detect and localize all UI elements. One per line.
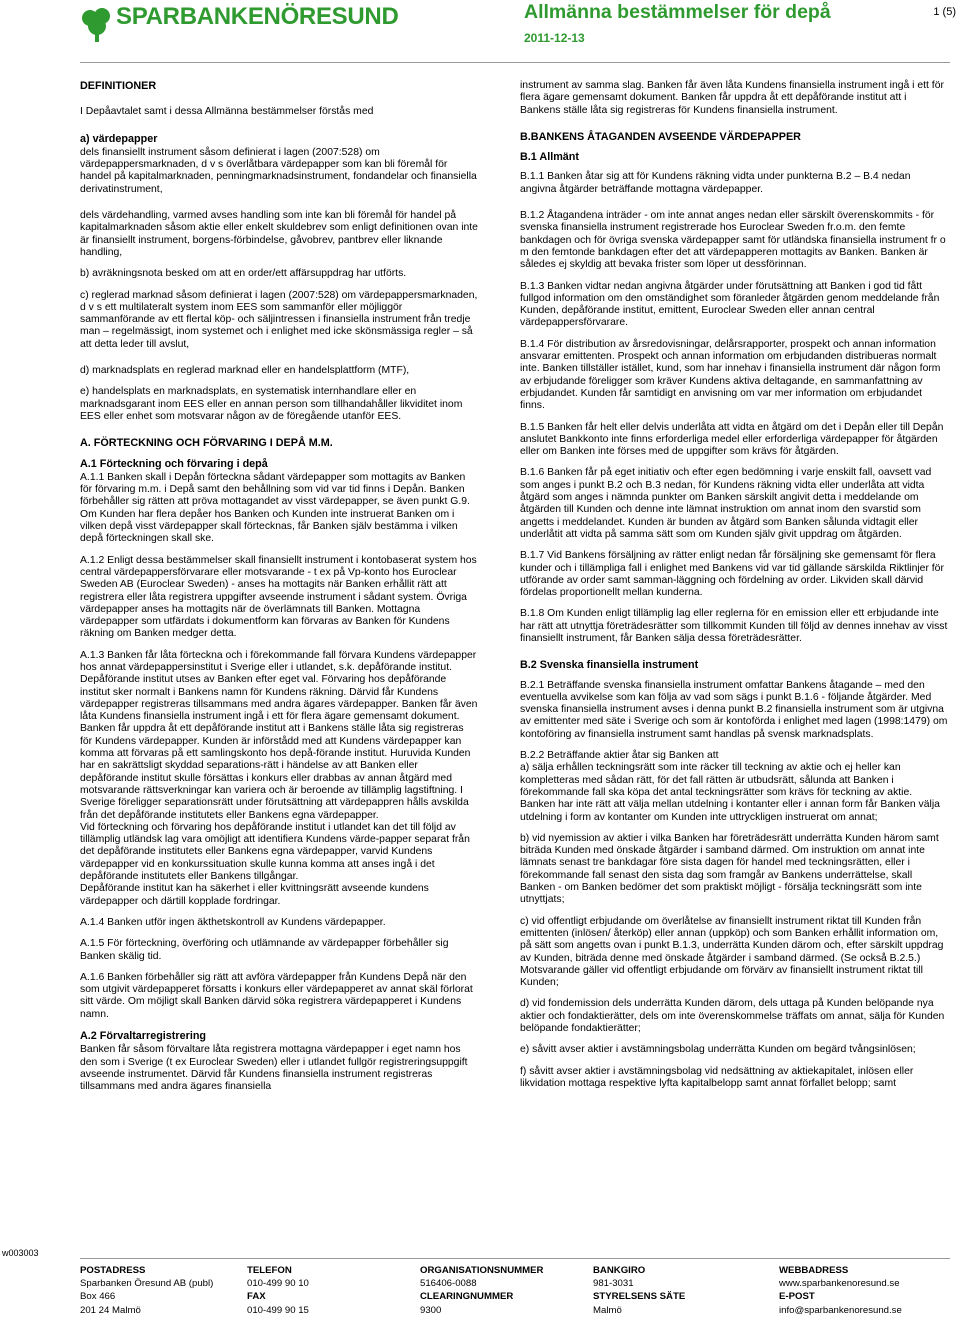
footer-value: 201 24 Malmö — [80, 1304, 141, 1316]
logo-wordmark: SPARBANKENÖRESUND — [116, 3, 399, 30]
footer-label: ORGANISATIONSNUMMER — [420, 1265, 544, 1276]
clause-paragraph: B.1.4 För distribution av årsredovisningar, delårsrapporter, prospekt och annan information ansvarar emittenten. Prospekt och annan information om erbjudanden distribueras normalt inte. Banken tillställer istället, kund, som har innehav i finansiella instrument där någon form av erbjudande föreligger som kräver Kundens aktiva deltagande, en sammanfattning av erbjudandet. Kunden får samtidigt en anvisning om var mer information om erbjudandet finns. — [520, 338, 941, 412]
clause-paragraph: A.1.5 För förteckning, överföring och utlämnande av värdepapper förbehåller sig Banken skälig tid. — [80, 938, 449, 962]
footer-bankgiro — [593, 1264, 685, 1317]
section-heading-definitioner: DEFINITIONER — [80, 80, 157, 92]
clause-paragraph: B.1.3 Banken vidtar nedan angivna åtgärder under förutsättning att Banken i god tid fått fullgod information om den omständighet som föranleder åtgärden genom meddelande från Kunden, depåförande institut, emittent, Euroclear Sweden eller annan central värdepappersförvarare. — [520, 280, 940, 329]
footer-value: 981-3031 — [593, 1278, 634, 1290]
subsection-heading: B.2 Svenska finansiella instrument — [520, 659, 699, 672]
footer-value: 010-499 90 10 — [247, 1278, 309, 1290]
right-column — [520, 80, 948, 1099]
header-divider — [80, 62, 950, 63]
clause-paragraph: A.1.4 Banken utför ingen äkthetskontroll av Kundens värdepapper. — [80, 916, 386, 928]
footer — [80, 1264, 950, 1318]
subsection-heading: B.1 Allmänt — [520, 151, 579, 164]
clause-paragraph: b) vid nyemission av aktier i vilka Banken har företrädesrätt underrätta Kunden härom samt biträda Kunden med önskade åtgärder i samband därmed. Om instruktion om annat inte lämnats senast tre bankdagar före sista dagen för handel med teckningsrätten, eller i förekommande fall senast den sista dag som framgår av Bankens underrättelse, skall Banken - om Banken bedömer det som praktiskt möjligt - försälja teckningsrätt som inte utnyttjats; — [520, 832, 939, 906]
footer-value: 010-499 90 15 — [247, 1304, 309, 1316]
clause-paragraph: f) såvitt avser aktier i avstämningsbolag vid nedsättning av aktiekapitalet, inlösen eller likvidation mottaga respektive lyfta kapitalbelopp samt annat förfallet belopp; samt — [520, 1065, 914, 1089]
clause-paragraph: B.1.1 Banken åtar sig att för Kundens räkning vidta under punkterna B.2 – B.4 nedan angivna åtgärder beträffande mottagna värdepapper. — [520, 171, 911, 195]
clause-paragraph: B.1.6 Banken får på eget initiativ och efter egen bedömning i varje enskilt fall, oavsett vad som anges i punkt B.2 och B.3 nedan, för Kundens räkning vidta eller underlåta att vidta åtgärd som anges i nämnda punkter om Banken särskilt angivit detta i meddelande om åtgärden till Kunden och denne inte lämnat instruktion om annat inom den svarstid som angetts i meddelandet. Kunden är bunden av åtgärd som Banken sålunda vidtagit eller underlåtit att vidta på samma sätt som om Kunden själv givit uppdrag om åtgärden. — [520, 467, 932, 540]
tree-logo-icon — [80, 6, 114, 44]
section-heading-a: A. FÖRTECKNING OCH FÖRVARING I DEPÅ M.M. — [80, 437, 333, 450]
definition-paragraph: dels värdehandling, varmed avses handling som inte kan bli föremål för handel på kapitalmarknaden såsom aktie eller enkelt skuldebrev som enligt definitionen ovan inte är finansiellt instrument, borgens-förbindelse, gåvobrev, pantbrev eller liknande handling, — [80, 210, 478, 258]
footer-telefon — [247, 1264, 309, 1317]
clause-paragraph: A.1.6 Banken förbehåller sig rätt att avföra värdepapper från Kundens Depå när den som utgivit värdepapperet försatts i konkurs eller värdepapperet av annat skäl förlorat sitt värde. Om möjligt skall Banken därvid söka registrera värdepapperet i Kundens namn. — [80, 971, 473, 1020]
left-column — [80, 80, 478, 1102]
definition-paragraph: d) marknadsplats en reglerad marknad eller en handelsplattform (MTF), — [80, 365, 410, 377]
document-date: 2011-12-13 — [524, 31, 585, 45]
section-heading-b: B.BANKENS ÅTAGANDEN AVSEENDE VÄRDEPAPPER — [520, 130, 801, 143]
subsection-heading: A.1 Förteckning och förvaring i depå — [80, 457, 268, 470]
clause-paragraph: Banken får såsom förvaltare låta registrera mottagna värdepapper i eget namn hos den som i Sverige (t ex Euroclear Sweden) eller i utlandet fullgör registreringsuppgift avseende instrumentet. Därvid får Kundens finansiella instrument registreras tillsammans med andra ägares finansiella — [80, 1044, 468, 1093]
footer-label: BANKGIRO — [593, 1265, 646, 1276]
document-code: w003003 — [2, 1248, 39, 1258]
footer-organisation — [420, 1264, 543, 1317]
clause-paragraph: B.1.5 Banken får helt eller delvis underlåta att vidta en åtgärd om det i Depån eller till Depån anslutet Bankkonto inte finns erforderliga medel eller erforderliga värdepapper för åtgärden eller om Banken inte förses med de uppgifter som krävs för åtgärden. — [520, 421, 944, 458]
footer-label: STYRELSENS SÄTE — [593, 1291, 686, 1303]
definition-paragraph: c) reglerad marknad såsom definierat i lagen (2007:528) om värdepappersmarknaden, d v s ett multilateralt system inom EES som sammanför eller möjliggör sammanförande av ett flertal köp- och säljintressen i finansiella instrument från tredje man – regelmässigt, inom systemet och i enlighet med icke skönsmässiga regler – så att detta leder till avslut, — [80, 289, 478, 350]
document-title: Allmänna bestämmelser för depå — [524, 1, 831, 23]
footer-postadress — [80, 1264, 213, 1317]
footer-label: FAX — [247, 1291, 266, 1303]
footer-label: CLEARINGNUMMER — [420, 1291, 514, 1303]
footer-label: POSTADRESS — [80, 1265, 146, 1276]
clause-paragraph: e) såvitt avser aktier i avstämningsbolag underrätta Kunden om begärd tvångsinlösen; — [520, 1044, 916, 1056]
clause-paragraph: B.2.2 Beträffande aktier åtar sig Banken att a) sälja erhållen teckningsrätt som inte räcker till teckning av aktie och ej heller kan kompletteras med sådan rätt, för det fall rätten är utbudsrätt, sålunda att Banken i förekommande fall ska köpa det antal teckningsrätter som krävs för teckning av aktie. Banken har inte rätt att välja mellan utdelning i kontanter eller i annan form får Banken välja utdelning i form av kontanter om Kunden inte uttryckligen instruerat om annat; — [520, 750, 940, 823]
clause-paragraph: B.2.1 Beträffande svenska finansiella instrument omfattar Bankens åtagande – med den eventuella avvikelse som kan följa av vad som sägs i punkt B.1.6 - följande åtgärder. Med svenska finansiella instrument avses i denna punkt B.2 finansiella instrument som är utgivna av emittenter med säte i Sverige och som är kontoförda i enlighet med lagen (1998:1479) om kontoföring av finansiella instrument samt handlas på svensk marknadsplats. — [520, 679, 948, 740]
footer-label: TELEFON — [247, 1265, 292, 1276]
clause-paragraph: B.1.7 Vid Bankens försäljning av rätter enligt nedan får försäljning ske gemensamt för flera kunder och i tillämpliga fall i enlighet med Bankens vid var tid gällande särskilda Riktlinjer för utförande av order samt samman-läggning och fördelning av order. Likviden skall därvid fördelas proportionellt mellan kunderna. — [520, 550, 944, 599]
definition-heading: a) värdepapper — [80, 132, 158, 145]
footer-label: WEBBADRESS — [779, 1265, 849, 1276]
footer-value: 9300 — [420, 1304, 442, 1316]
definition-paragraph: b) avräkningsnota besked om att en order/ett affärsuppdrag har utförts. — [80, 268, 407, 280]
clause-paragraph: B.1.8 Om Kunden enligt tillämplig lag eller reglerna för en emission eller ett erbjudande inte har rätt att utnyttja företrädesrätter som tillkommit Kunden till följd av dennes innehav av visst finansiellt instrument, får Banken sälja dessa företrädesrätter. — [520, 608, 948, 644]
clause-paragraph: A.1.1 Banken skall i Depån förteckna sådant värdepapper som mottagits av Banken för förvaring m.m. i Depå samt den behållning som vid var tid finns i Depån. Banken förbehåller sig rätten att pröva mottagandet av visst värdepapper, se även punkt G.9. Om Kunden har flera depåer hos Banken och Kunden inte instruerat Banken om i vilken depå visst värdepapper skall förtecknas, får Banken själv bestämma i vilken depå förteckningen skall ske. — [80, 471, 470, 545]
definition-paragraph: e) handelsplats en marknadsplats, en systematisk internhandlare eller en marknadsgarant inom EES eller en annan person som tillhandahåller likviditet inom EES eller enhet som motsvarar någon av de föregående utanför EES. — [80, 386, 463, 422]
definition-paragraph: dels finansiellt instrument såsom definierat i lagen (2007:528) om värdepappersmarknaden, d v s överlåtbara värdepapper som kan bli föremål för handel på kapitalmarknaden, penningmarknadsinstrument, fondandelar och finansiella derivatinstrument, — [80, 146, 477, 195]
clause-paragraph: d) vid fondemission dels underrätta Kunden därom, dels uttaga på Kunden belöpande nya aktier och fondaktierätter, dels om inte överenskommelse träffats om annat, sälja för Kunden belöpande fondaktierätter; — [520, 998, 945, 1034]
clause-paragraph: c) vid offentligt erbjudande om överlåtelse av finansiellt instrument riktat till Kunden från emittenten (inlösen/ återköp) eller annan (uppköp) och som Banken erhållit information om, på sätt som angetts ovan i punkt B.1.3, underrätta Kunden därom och, efter särskilt uppdrag av Kunden, biträda denne med önskade åtgärder i samband därmed. (Se också B.2.5.) Motsvarande gäller vid offentligt erbjudande om förvärv av finansiellt instrument riktat till Kunden; — [520, 915, 944, 989]
clause-paragraph: A.1.3 Banken får låta förteckna och i förekommande fall förvara Kundens värdepapper hos annat värdepappersinstitut i Sverige eller i utlandet, s.k. depåförande institut. Depåförande institut utses av Banken efter eget val. Förvaring hos depåförande institut sker normalt i Bankens namn för Kundens räkning. Därvid får Kundens värdepapper registreras tillsammans med andra ägares värdepapper. Banken får även låta Kundens finansiella instrument ingå i ett för flera ägare gemensamt dokument. Banken får uppdra åt ett depåförande institut att i Bankens ställe låta sig registreras för Kundens värdepapper. Kunden är införstådd med att Kundens värdepapper kan komma att förvaras på ett samlingskonto hos depå-förande institut. Huruvida Kunden har en sakrättsligt skyddad separations-rätt i händelse av att Banken eller depåförande institut skulle försättas i konkurs eller drabbas av annan åtgärd med motsvarande rättsverkningar kan variera och är beroende av tillämplig lagstiftning. I Sverige föreligger separationsrätt under förutsättning att värdepappren hålls avskilda från det depåförande institutets eller Bankens egna värdepapper. Vid förteckning och förvaring hos depåförande institut i utlandet kan det till följd av tillämplig utländsk lag vara omöjligt att identifiera Kundens värde-papper separat från det depåförande institutets eller Bankens egna värdepapper, varvid Kundens värdepapper vid en konkurssituation skulle kunna komma att anses ingå i det depåförande institutets eller Bankens tillgångar. Depåförande institut kan ha säkerhet i eller kvittningsrätt avseende kundens värdepapper och därtill kopplade fordringar. — [80, 649, 478, 907]
footer-divider — [80, 1258, 950, 1259]
footer-label: E-POST — [779, 1291, 815, 1303]
footer-web — [779, 1264, 902, 1317]
clause-paragraph: A.1.2 Enligt dessa bestämmelser skall finansiellt instrument i kontobaserat system hos central värdepappersförvarare eller motsvarande - t ex på Vp-konto hos Euroclear Sweden AB (Euroclear Sweden) - anses ha mottagits när Banken erhållit rätt att registrera eller låta registrera uppgifter avseende instrument i sådant system. Övriga värdepapper anses ha mottagits när de överlämnats till Banken. Mottagna värdepapper som utfärdats i dokumentform kan förvaras av Banken för Kundens räkning om Banken medger detta. — [80, 554, 477, 640]
page-number: 1 (5) — [933, 6, 956, 18]
footer-value: Sparbanken Öresund AB (publ) — [80, 1278, 214, 1290]
website-link[interactable]: www.sparbankenoresund.se — [779, 1278, 900, 1290]
bank-logo — [80, 4, 420, 44]
clause-paragraph: instrument av samma slag. Banken får även låta Kundens finansiella instrument ingå i ett för flera ägare gemensamt dokument. Banken får uppdra åt ett depåförande institut att i Bankens ställe låta sig registreras för Kundens finansiella instrument. — [520, 80, 944, 116]
intro-paragraph: I Depåavtalet samt i dessa Allmänna bestämmelser förstås med — [80, 106, 374, 118]
clause-paragraph: B.1.2 Åtagandena inträder - om inte annat anges nedan eller särskilt överenskommits - för svenska finansiella instrument registrerade hos Euroclear Sweden fr.o.m. den femte bankdagen och för övriga svenska värdepapper samt för utländska finansiella instrument fr o m den femtonde bankdagen efter det att värdepapperen mottagits av Banken. Banken är således ej skyldig att bevaka frister som löper ut dessförinnan. — [520, 210, 946, 271]
email-link[interactable]: info@sparbankenoresund.se — [779, 1304, 902, 1316]
subsection-heading: A.2 Förvaltarregistrering — [80, 1030, 207, 1042]
footer-value: 516406-0088 — [420, 1278, 477, 1290]
footer-value: Malmö — [593, 1304, 622, 1316]
footer-value: Box 466 — [80, 1291, 116, 1303]
